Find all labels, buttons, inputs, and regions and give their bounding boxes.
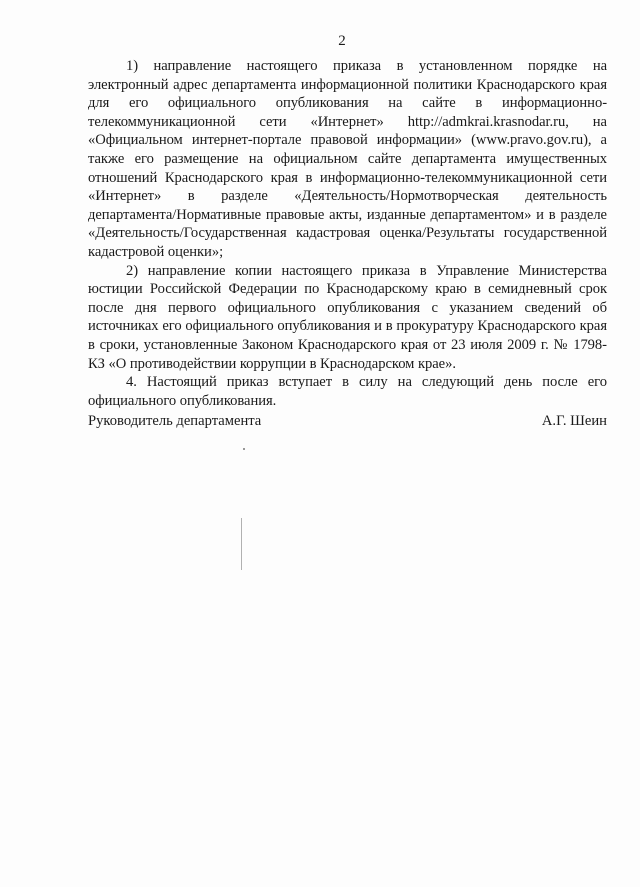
paragraph-4-effective-date: 4. Настоящий приказ вступает в силу на следующий день после его официального опубликования. — [88, 374, 607, 409]
paragraph-2-copy-direction: 2) направление копии настоящего приказа в Управление Министерства юстиции Российской Федерации по Краснодарскому краю в семидневный срок после дня первого официального опубликования с указанием сведений об источниках его официального опубликования и в прокуратуру Краснодарского края в сроки, установленные Законом Краснодарского края от 23 июля 2009 г. № 1798-КЗ «О противодействии коррупции в Краснодарском крае». — [88, 262, 607, 372]
document-body — [88, 57, 607, 410]
signature-block — [88, 413, 607, 430]
signatory-name: А.Г. Шеин — [541, 413, 607, 429]
paragraph-1-publication: 1) направление настоящего приказа в установленном порядке на электронный адрес департамента информационной политики Краснодарского края для его официального опубликования на сайте в информационно-телекоммуникационной сети «Интернет» http://admkrai.krasnodar.ru, на «Официальном интернет-портале правовой информации» (www.pravo.gov.ru), а также его размещение на официальном сайте департамента имущественных отношений Краснодарского края в информационно-телекоммуникационной сети «Интернет» в разделе «Деятельность/Нормотворческая деятельность департамента/Нормативные правовые акты, изданные департаментом» и в разделе «Деятельность/Государственная кадастровая оценка/Результаты государственной кадастровой оценки»; — [88, 58, 607, 260]
scan-speck — [243, 448, 245, 450]
scan-line-artifact — [241, 518, 242, 570]
signatory-position: Руководитель департамента — [88, 413, 262, 429]
page-number: 2 — [338, 33, 346, 49]
